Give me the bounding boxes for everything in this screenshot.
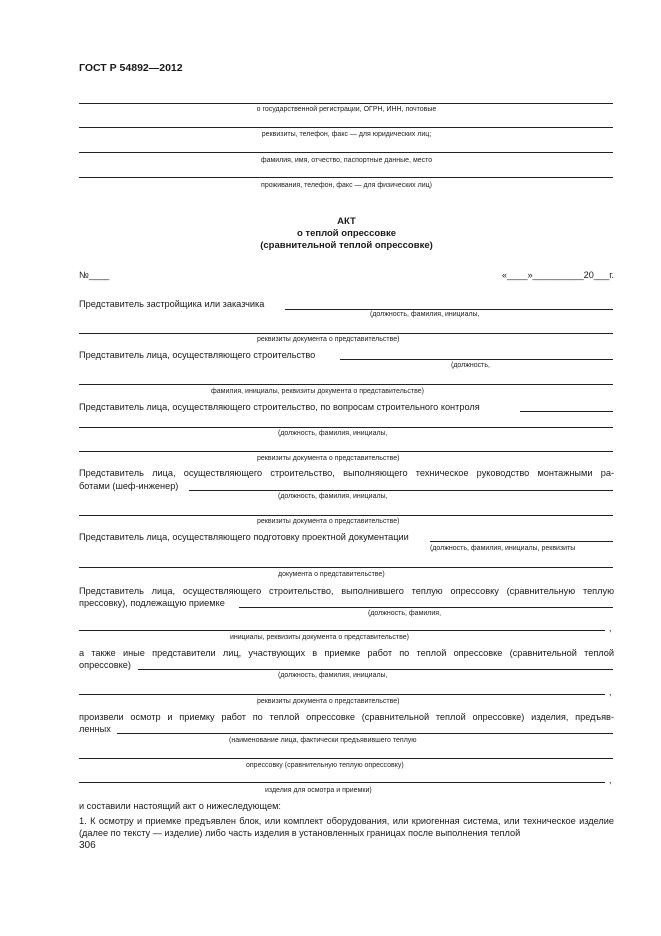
caption: реквизиты документа о представительстве) — [257, 336, 400, 343]
act-date: «____»__________20___г. — [501, 270, 614, 280]
underline — [79, 630, 605, 631]
caption: инициалы, реквизиты документа о представительстве) — [230, 634, 409, 641]
standard-header: ГОСТ Р 54892—2012 — [79, 62, 183, 74]
supervisor-text-cont: ботами (шеф-инженер) — [79, 481, 179, 491]
underline — [79, 177, 613, 178]
page-number: 306 — [79, 840, 96, 851]
underline — [79, 694, 605, 695]
caption: (должность, фамилия, — [368, 610, 442, 617]
underline — [189, 490, 613, 491]
underline — [79, 515, 613, 516]
performer-text: Представитель лица, осуществляющего строительство, выполнившего теплую опрессовку (сравнительную теплую — [79, 586, 614, 596]
inspection-text-cont: ленных — [79, 724, 111, 734]
act-subtitle: о теплой опрессовке — [296, 228, 397, 239]
underline — [79, 127, 613, 128]
underline — [520, 411, 613, 412]
caption: изделия для осмотра и приемки) — [265, 787, 372, 794]
caption: реквизиты документа о представительстве) — [257, 518, 400, 525]
caption: (должность, — [451, 362, 490, 369]
item-1-text: 1. К осмотру и приемке предъявлен блок, или комплект оборудования, или криогенная система, или техническое изделие (далее по тексту — изделие) либо часть изделия в установленных границах после выполнения теплой — [79, 816, 614, 839]
builder-label: Представитель лица, осуществляющего строительство — [79, 350, 316, 360]
caption: (должность, фамилия, инициалы, реквизиты — [430, 545, 576, 552]
control-label: Представитель лица, осуществляющего строительство, по вопросам строительного контроля — [79, 402, 480, 412]
underline — [79, 782, 605, 783]
caption: опрессовку (сравнительную теплую опрессовку) — [246, 762, 404, 769]
inspection-text: произвели осмотр и приемку работ по теплой опрессовке (сравнительной теплой опрессовке) изделия, предъяв- — [79, 712, 614, 722]
underline — [79, 451, 613, 452]
caption: фамилия, имя, отчество, паспортные данные, место — [260, 157, 433, 164]
caption: о государственной регистрации, ОГРН, ИНН, почтовые — [256, 106, 437, 113]
caption: (наименование лица, фактически предъявившего теплую — [229, 737, 417, 744]
underline — [138, 669, 613, 670]
caption: (должность, фамилия, инициалы, — [278, 672, 388, 679]
caption: проживания, телефон, факс — для физических лиц) — [261, 182, 432, 189]
caption: документа о представительстве) — [278, 571, 385, 578]
underline — [79, 152, 613, 153]
underline — [79, 384, 613, 385]
underline — [117, 733, 613, 734]
act-number: №____ — [79, 270, 110, 280]
underline — [239, 607, 613, 608]
caption: фамилия, инициалы, реквизиты документа о представительстве) — [211, 388, 424, 395]
comma: , — [609, 775, 612, 785]
caption: (должность, фамилия, инициалы, — [278, 430, 388, 437]
comma: , — [609, 623, 612, 633]
act-subtitle-alt: (сравнительной теплой опрессовке) — [260, 240, 433, 251]
caption: реквизиты документа о представительстве) — [257, 698, 400, 705]
underline — [79, 427, 613, 428]
underline — [430, 541, 613, 542]
supervisor-text: Представитель лица, осуществляющего строительство, выполняющего техническое руководство монтажными ра- — [79, 468, 614, 478]
caption: реквизиты, телефон, факс — для юридических лиц; — [261, 131, 432, 138]
others-text: а также иные представители лиц, участвующих в приемке работ по теплой опрессовке (сравнительной теплой — [79, 648, 614, 658]
caption: (должность, фамилия, инициалы, — [370, 311, 480, 318]
performer-text-cont: прессовку), подлежащую приемке — [79, 598, 225, 608]
underline — [79, 333, 613, 334]
underline — [79, 103, 613, 104]
comma: , — [609, 687, 612, 697]
underline — [79, 567, 613, 568]
underline — [340, 359, 613, 360]
act-title: АКТ — [337, 216, 356, 227]
caption: (должность, фамилия, инициалы, — [278, 493, 388, 500]
closing-text: и составили настоящий акт о нижеследующем: — [79, 801, 281, 811]
developer-label: Представитель застройщика или заказчика — [79, 299, 265, 309]
underline — [79, 758, 613, 759]
others-text-cont: опрессовке) — [79, 660, 131, 670]
caption: реквизиты документа о представительстве) — [257, 455, 400, 462]
design-label: Представитель лица, осуществляющего подготовку проектной документации — [79, 532, 409, 542]
